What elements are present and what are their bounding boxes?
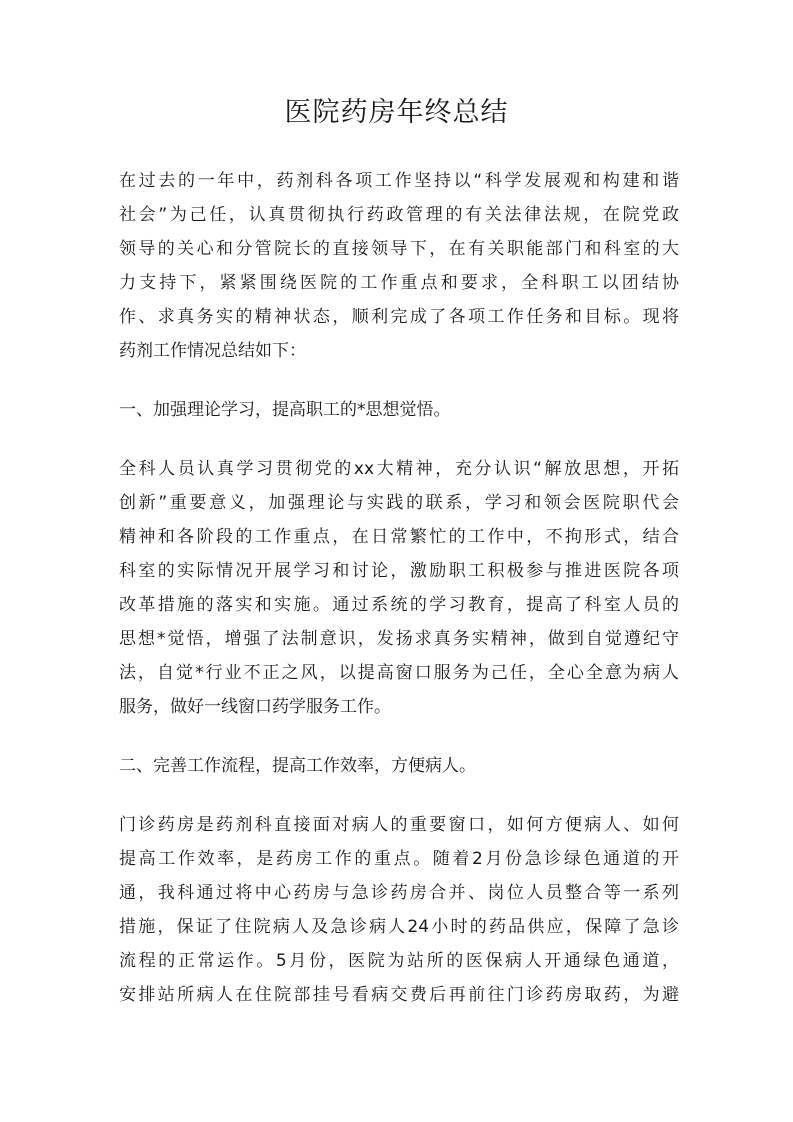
paragraph-line: 领导的关心和分管院长的直接领导下，在有关职能部门和科室的大: [119, 239, 679, 259]
paragraph-line: 创新”重要意义，加强理论与实践的联系，学习和领会医院职代会: [119, 493, 679, 513]
paragraph-line: 药剂工作情况总结如下：: [119, 341, 306, 361]
paragraph-line: 提高工作效率，是药房工作的重点。随着2月份急诊绿色通道的开: [119, 849, 679, 869]
paragraph-line: 通，我科通过将中心药房与急诊药房合并、岗位人员整合等一系列: [119, 883, 679, 903]
paragraph-line: 改革措施的落实和实施。通过系统的学习教育，提高了科室人员的: [119, 595, 679, 615]
paragraph-line: 社会”为己任，认真贯彻执行药政管理的有关法律法规，在院党政: [119, 205, 679, 225]
paragraph-line: 思想*觉悟，增强了法制意识，发扬求真务实精神，做到自觉遵纪守: [119, 629, 679, 649]
paragraph-line: 服务，做好一线窗口药学服务工作。: [119, 697, 391, 717]
paragraph-line: 措施，保证了住院病人及急诊病人24小时的药品供应，保障了急诊: [119, 917, 679, 937]
paragraph-line: 法，自觉*行业不正之风，以提高窗口服务为己任，全心全意为病人: [119, 663, 679, 683]
paragraph-line: 作、求真务实的精神状态，顺利完成了各项工作任务和目标。现将: [119, 307, 679, 327]
paragraph-line: 在过去的一年中，药剂科各项工作坚持以“科学发展观和构建和谐: [119, 171, 679, 191]
paragraph-line: 流程的正常运作。5月份，医院为站所的医保病人开通绿色通道，: [119, 951, 679, 971]
paragraph-line: 门诊药房是药剂科直接面对病人的重要窗口，如何方便病人、如何: [119, 815, 679, 835]
section-heading: 二、完善工作流程，提高工作效率，方便病人。: [119, 756, 476, 776]
paragraph-line: 科室的实际情况开展学习和讨论，激励职工积极参与推进医院各项: [119, 561, 679, 581]
document-title: 医院药房年终总结: [284, 97, 509, 128]
section-heading: 一、加强理论学习，提高职工的*思想觉悟。: [119, 400, 451, 420]
paragraph-line: 全科人员认真学习贯彻党的xx大精神，充分认识“解放思想，开拓: [119, 459, 679, 479]
paragraph-line: 安排站所病人在住院部挂号看病交费后再前往门诊药房取药，为避: [119, 985, 679, 1005]
paragraph-line: 力支持下，紧紧围绕医院的工作重点和要求，全科职工以团结协: [119, 273, 679, 293]
paragraph-line: 精神和各阶段的工作重点，在日常繁忙的工作中，不拘形式，结合: [119, 527, 679, 547]
